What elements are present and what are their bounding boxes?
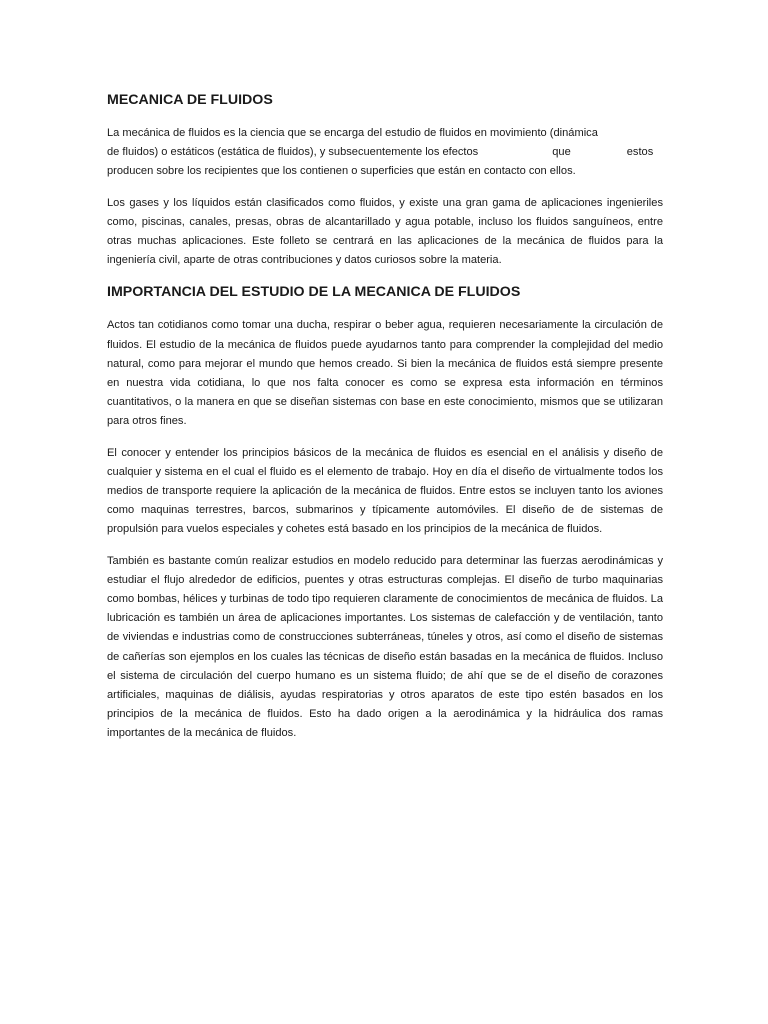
paragraph-everyday-acts: Actos tan cotidianos como tomar una ducha, respirar o beber agua, requieren necesariamente la circulación de fluidos. El estudio de la mecánica de fluidos puede ayudarnos tanto para comprender la complejidad del medio natural, como para mejorar el mundo que hemos creado. Si bien la mecánica de fluidos está siempre presente en nuestra vida cotidiana, lo que nos falta conocer es como se expresa esta información en términos cuantitativos, o la manera en que se diseñan sistemas con base en este conocimiento, mismos que se utilizaran para otros fines. bbox=[107, 319, 663, 428]
intro-line-1: La mecánica de fluidos es la ciencia que se encarga del estudio de fluidos en movimiento (dinámica bbox=[107, 127, 598, 139]
paragraph-applications: También es bastante común realizar estudios en modelo reducido para determinar las fuerzas aerodinámicas y estudiar el flujo alrededor de edificios, puentes y otras estructuras complejas. El diseño de turbo maquinarias como bombas, hélices y turbinas de todo tipo requieren claramente de conocimientos de mecánica de fluidos. La lubricación es también un área de aplicaciones importantes. Los sistemas de calefacción y de ventilación, tanto de viviendas e industrias como de construcciones subterráneas, túneles y otros, así como el diseño de sistemas de cañerías son ejemplos en los cuales las técnicas de diseño están basadas en la mecánica de fluidos. Incluso el sistema de circulación del cuerpo humano es un sistema fluido; de ahí que se de el diseño de corazones artificiales, maquinas de diálisis, ayudas respiratorias y otros aparatos de este tipo estén basados en los principios de la mecánica de fluidos. Esto ha dado origen a la aerodinámica y la hidráulica dos ramas importantes de la mecánica de fluidos. bbox=[107, 554, 663, 740]
paragraph-principles: El conocer y entender los principios básicos de la mecánica de fluidos es esencial en el análisis y diseño de cualquier y sistema en el cual el fluido es el elemento de trabajo. Hoy en día el diseño de virtualmente todos los medios de transporte requiere la aplicación de la mecánica de fluidos. Entre estos se incluyen tanto los aviones como maquinas terrestres, barcos, submarinos y típicamente automóviles. El diseño de de sistemas de propulsión para vuelos especiales y cohetes está basado en los principios de la mecánica de fluidos. bbox=[107, 446, 663, 536]
intro-paragraph bbox=[107, 124, 663, 182]
intro-line-2a: de fluidos) o estáticos (estática de fluidos), y subsecuentemente los efectos bbox=[107, 146, 479, 159]
section-heading: IMPORTANCIA DEL ESTUDIO DE LA MECANICA DE FLUIDOS bbox=[107, 284, 521, 301]
intro-line-2c: estos bbox=[626, 146, 654, 159]
document-body bbox=[107, 90, 663, 756]
intro-line-3: producen sobre los recipientes que los contienen o superficies que están en contacto con ellos. bbox=[107, 165, 576, 178]
document-title: MECANICA DE FLUIDOS bbox=[107, 92, 273, 108]
intro-line-2b: que bbox=[552, 146, 571, 159]
paragraph-gases-liquids: Los gases y los líquidos están clasificados como fluidos, y existe una gran gama de aplicaciones ingenieriles como, piscinas, canales, presas, obras de alcantarillado y agua potable, incluso los fluidos sanguíneos, entre otras muchas aplicaciones. Este folleto se centrará en las aplicaciones de la mecánica de fluidos para la ingeniería civil, aparte de otras contribuciones y datos curiosos sobre la materia. bbox=[107, 196, 663, 267]
